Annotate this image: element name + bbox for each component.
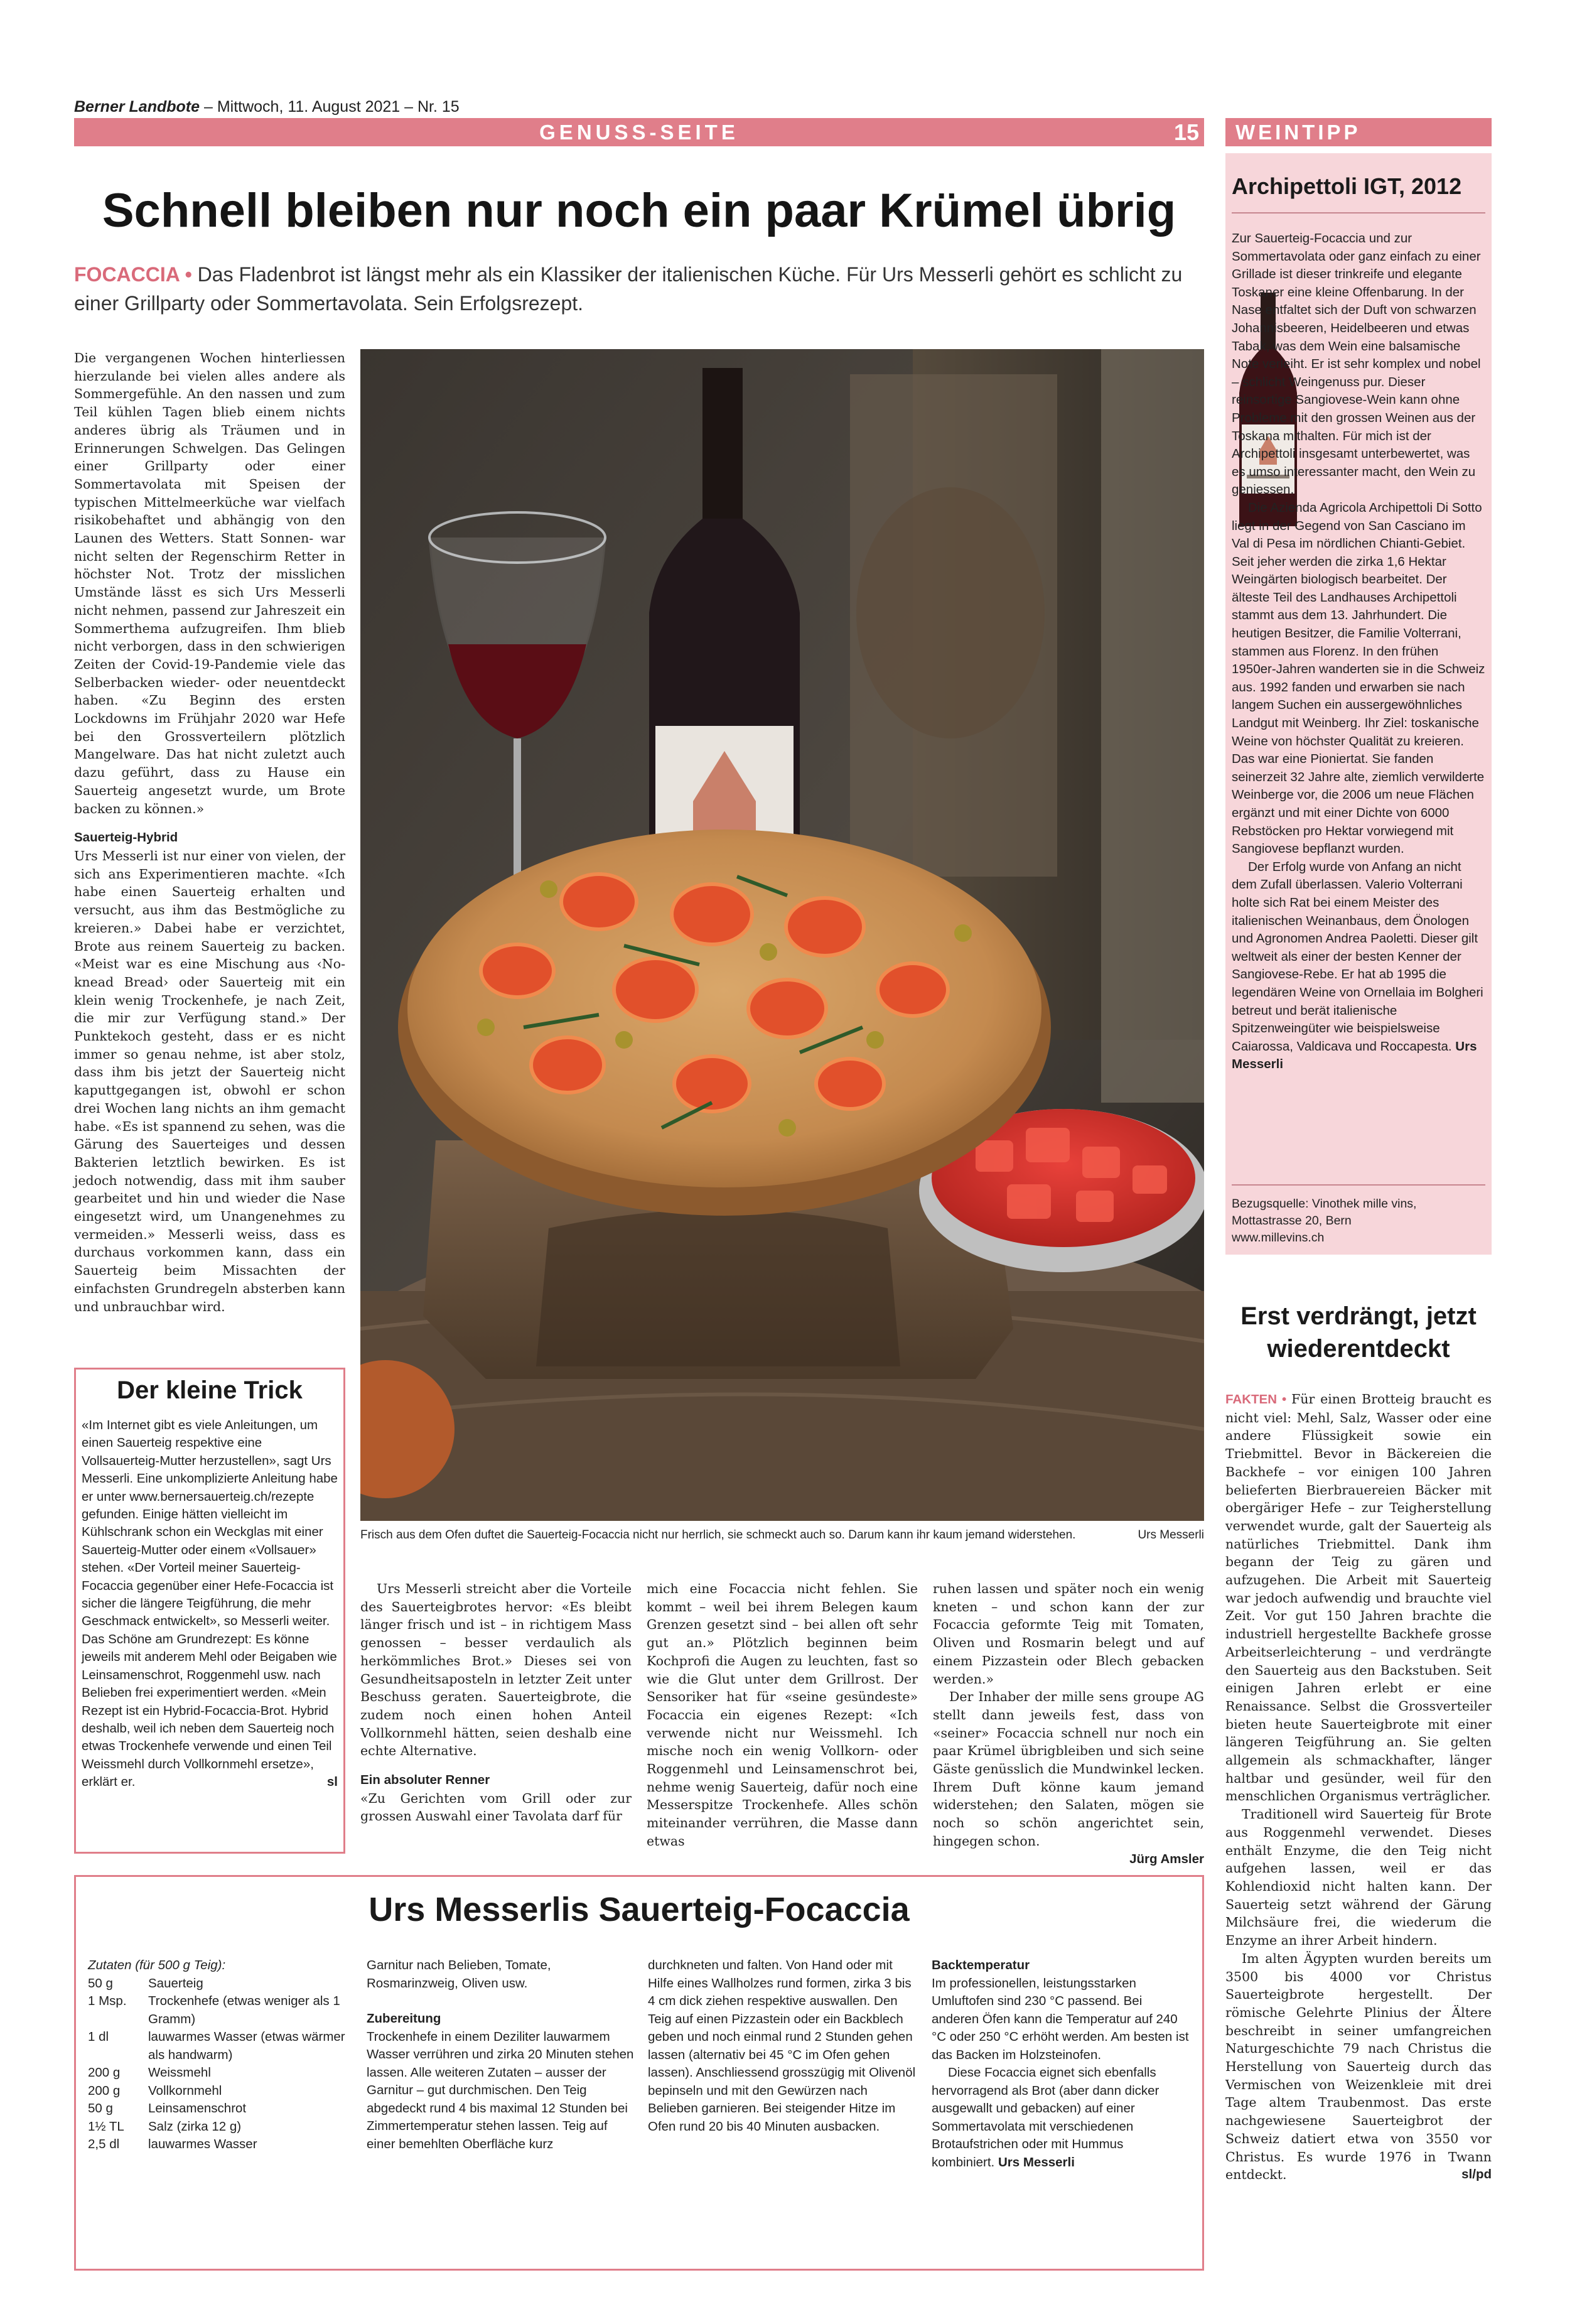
wine-source-line: Bezugsquelle: Vinothek mille vins, <box>1232 1197 1417 1211</box>
ingredient-quantity: 1 dl <box>88 2029 109 2044</box>
ingredient-row <box>88 2082 359 2100</box>
article-paragraph: Urs Messerli ist nur einer von vielen, der sich ans Experimentieren machte. «Ich habe einen Sauerteig erhalten und versucht, aus ihm das Bestmögliche zu kreieren.» Dabei habe er verzichtet, Brote aus reinem Sauerteig zu backen. «Meist war es eine Mischung aus ‹No-knead Bread› oder Sauerteig mit ein klein wenig Trockenhefe, je nach Zeit, die mir zur Verfügung stand.» Der Punktekoch gesteht, dass er es nicht immer so genau nehme, ist aber stolz, dass ihm bis jetzt der Sauerteig nicht kaputtgegangen ist, obwohl er schon drei Wochen lang nichts an ihm gemacht habe. «Es ist spannend zu sehen, was die Gärung des Sauerteiges und dessen Bakterien letztlich bewirken. Es ist jedoch notwendig, dass mit ihm sauber gearbeitet und hin und wieder die Nase eingesetzt wird, um Unangenehmes zu vermeiden.» Messerli weiss, dass es durchaus vorkommen kann, dass ein Sauerteig beim Missachten der einfachsten Grundregeln absterben kann und unbrauchbar wird. <box>74 848 345 1314</box>
ingredients-heading: Zutaten (für 500 g Teig): <box>88 1958 226 1972</box>
ingredient-quantity: 50 g <box>88 2101 113 2116</box>
wine-p1: Zur Sauerteig-Focaccia und zur Sommertavolata oder ganz einfach zu einer Grillade ist dieser trinkreife und elegante Toskaner eine kleine Offenbarung. In der Nase entfaltet sich der Duft von schwarzen Johannisbeeren, Heidelbeeren und etwas Tabak, was dem Wein eine balsamische Note verleiht. Er ist sehr komplex und nobel – schlicht Weingenuss pur. Dieser reinsortige Sangiovese-Wein kann ohne Probleme mit den grossen Weinen aus der Toskana mithalten. Für mich ist der Archipettoli insgesamt unterbewertet, was es umso interessanter macht, den Wein zu geniessen. <box>1232 231 1481 497</box>
ingredient-row <box>88 2136 359 2154</box>
recipe-ingredients <box>88 1957 359 2154</box>
focaccia-photo <box>360 349 1204 1521</box>
wine-divider <box>1232 1184 1485 1186</box>
article-lead <box>74 260 1204 318</box>
wine-source-url[interactable]: www.millevins.ch <box>1232 1231 1325 1245</box>
wine-paragraph: Die Azienda Agricola Archipettoli Di Sotto liegt in der Gegend von San Casciano im Val di Pesa im nördlichen Chianti-Gebiet. Seit jeher werden die zirka 1,6 Hektar Weingärten biologisch bearbeitet. Der älteste Teil des Landhauses Archipettoli stammt aus dem 13. Jahrhundert. Die heutigen Besitzer, die Familie Volterrani, stammen aus Florenz. In den frühen 1950er-Jahren wanderten sie in die Schweiz aus. 1992 fanden und erwarben sie nach langem Suchen ein aussergewöhnliches Landgut mit Weinberg. Ihr Ziel: toskanische Weine von höchster Qualität zu kreieren. Das war eine Pioniertat. Sie fanden seinerzeit 32 Jahre alte, ziemlich verwilderte Weinberge vor, die 2006 um neue Flächen ergänzt und mit einer Dichte von 6000 Rebstöcken pro Hektar vorwiegend mit Sangiovese bepflanzt wurden. <box>1232 500 1485 857</box>
article-paragraph: Der Inhaber der mille sens groupe AG stellt dann jeweils fest, dass von «seiner» Focaccia schnell nur noch ein paar Krümel übrigbleiben und sich seine Gäste genüsslich die Mundwinkel lecken. Ihrem Duft könne kaum jemand widerstehen; den Salaten, mögen sie noch so schön angerichtet sein, hingegen schon. <box>933 1689 1204 1849</box>
fakten-paragraph <box>1225 1950 1492 2184</box>
ingredient-row <box>88 2118 359 2136</box>
serving-tip-text <box>932 2064 1189 2171</box>
page-headline: Schnell bleiben nur noch ein paar Krümel übrig <box>102 184 1176 237</box>
wine-signature: Urs Messerli <box>1232 1039 1477 1072</box>
recipe-column-4 <box>932 1957 1189 2171</box>
fakten-p3: Im alten Ägypten wurden bereits um 3500 bis 4000 vor Christus Sauerteigbrote hergestellt. Der römische Gelehrte Plinius der Ältere beschreibt in seiner umfangreichen Naturgeschichte 79 nach Christus die Herstellung von Sauerteig durch das Vermischen von Weizenkleie mit drei Tage altem Traubenmost. Das erste nachgewiesene Sauerteigbrot der Schweiz datiert etwa von 3550 vor Christus. Es wurde 1976 in Twann entdeckt. <box>1225 1950 1492 2183</box>
article-paragraph: ruhen lassen und später noch ein wenig kneten – und schon kann der zur Focaccia geformte Teig mit Tomaten, Oliven und Rosmarin belegt und auf einem Pizzastein oder Blech gebacken werden.» <box>933 1581 1204 1687</box>
author-signature: Jürg Amsler <box>1129 1851 1204 1866</box>
recipe-column-2 <box>367 1957 638 2153</box>
fakten-signature: sl/pd <box>1461 2167 1492 2182</box>
wine-source-line: Mottastrasse 20, Bern <box>1232 1214 1352 1228</box>
weintipp-title: WEINTIPP <box>1235 121 1361 144</box>
article-column-1 <box>74 349 345 1316</box>
ingredient-name: Trockenhefe (etwas weniger als 1 Gramm) <box>148 1994 340 2026</box>
lead-kicker: FOCACCIA • <box>74 263 198 286</box>
ingredient-name: Sauerteig <box>148 1975 203 1991</box>
fakten-paragraph <box>1225 1390 1492 1805</box>
ingredient-list <box>88 1975 359 2154</box>
ingredient-name: Weissmehl <box>148 2065 211 2080</box>
ingredient-quantity: 1½ TL <box>88 2119 124 2134</box>
article-paragraph: Urs Messerli streicht aber die Vorteile des Sauerteigbrotes hervor: «Es bleibt länger frisch und ist – in richtigem Mass genossen – besser verdaulich als herkömmliches Brot.» Dieses sei von Gesundheitsaposteln in letzter Zeit unter Beschuss geraten. Sauerteigbrote, die zudem noch einen hohen Anteil Vollkornmehl hätten, seien deshalb eine echte Alternative. <box>360 1581 632 1759</box>
ingredient-name: Salz (zirka 12 g) <box>148 2119 242 2134</box>
trick-text <box>82 1417 338 1792</box>
article-column-2 <box>360 1580 632 1825</box>
preparation-heading: Zubereitung <box>367 2011 441 2026</box>
serving-tip-body: Diese Focaccia eignet sich ebenfalls hervorragend als Brot (aber dann dicker ausgewallt und gebacken) auf einer Sommertavolata mit verschiedenen Brotaufstrichen oder mit Hummus kombiniert. <box>932 2065 1160 2170</box>
preparation-text-continued: durchkneten und falten. Von Hand oder mit Hilfe eines Wallholzes rund formen, zirka 3 bis 4 cm dick ziehen respektive auswallen. Den Teig auf einen Pizzastein oder ein Backblech geben und noch einmal rund 2 Stunden gehen lassen (alternativ bei 45 °C im Ofen gehen lassen). Anschliessend grosszügig mit Olivenöl bepinseln und mit den Gewürzen nach Belieben garnieren. Bei steigender Hitze im Ofen rund 20 bis 40 Minuten ausbacken. <box>648 1958 916 2134</box>
wine-text <box>1232 230 1485 1074</box>
ingredient-row <box>88 2100 359 2118</box>
article-column-3 <box>647 1580 918 1851</box>
ingredient-quantity: 200 g <box>88 2083 121 2098</box>
wine-divider <box>1232 212 1485 213</box>
issue-date: – Mittwoch, 11. August 2021 – Nr. 15 <box>200 98 460 116</box>
article-column-4 <box>933 1580 1204 1868</box>
masthead <box>74 98 1493 116</box>
ingredient-row <box>88 1975 359 1993</box>
fakten-p1: Für einen Brotteig braucht es nicht viel: Mehl, Salz, Wasser oder eine andere Flüssigkeit sowie ein Triebmittel. Bevor in Bäckereien die Backhefe – vor einigen 100 Jahren belieferten Bierbrauereien Bäcker mit obergäriger Hefe – zur Teigherstellung verwendet wurde, galt der Sauerteig als natürliches Triebmittel. Dank ihm begann der Teig zu gären und aufzugehen. Die Arbeit mit Sauerteig war jedoch aufwendig und brauchte viel Zeit. Vor gut 150 Jahren brachte die industriell hergestellte Backhefe grosse Arbeitserleichterung – und verdrängte den Sauerteig aus den Backstuben. Seit einigen Jahren erlebt er eine Renaissance. Selbst die Grossverteiler bieten heute Sauerteigbrote mit einer längeren Teigführung an. Sie gelten allgemein als schmackhafter, länger haltbar und gesünder, weil für den menschlichen Organismus verträglicher. <box>1225 1392 1492 1804</box>
ingredient-row <box>88 1992 359 2028</box>
ingredient-name: Leinsamenschrot <box>148 2101 247 2116</box>
fakten-kicker: FAKTEN • <box>1225 1392 1292 1407</box>
wine-paragraph <box>1232 858 1485 1074</box>
preparation-text: Trockenhefe in einem Deziliter lauwarmem Wasser verrühren und zirka 20 Minuten stehen lassen. Alle weiteren Zutaten – ausser der Garnitur – gut durchmischen. Den Teig abgedeckt rund 4 bis maximal 12 Stunden bei Zimmertemperatur stehen lassen. Teig auf einer bemehlten Oberfläche kurz <box>367 2029 634 2151</box>
baking-temperature-heading: Backtemperatur <box>932 1958 1030 1972</box>
wine-paragraph <box>1232 230 1485 499</box>
trick-title: Der kleine Trick <box>117 1376 303 1404</box>
ingredient-name: lauwarmes Wasser (etwas wärmer als handwarm) <box>148 2029 345 2062</box>
recipe-signature: Urs Messerli <box>998 2154 1075 2170</box>
wine-p3: Der Erfolg wurde von Anfang an nicht dem Zufall überlassen. Valerio Volterrani holte sich Rat bei einem Meister des italienischen Weinanbaus, dem Önologen und Agronomen Andrea Paoletti. Dieser gilt weltweit als einer der besten Kenner der Sangiovese-Rebe. Er hat ab 1995 die legendären Weine von Ornellaia im Bolgheri betreut und berät italienische Spitzenweingüter wie beispielsweise Caiarossa, Valdicava und Roccapesta. <box>1232 859 1483 1054</box>
wine-name: Archipettoli IGT, 2012 <box>1232 173 1462 199</box>
ingredient-quantity: 2,5 dl <box>88 2137 120 2151</box>
ingredient-name: Vollkornmehl <box>148 2083 222 2098</box>
recipe-column-3 <box>648 1957 919 2136</box>
ingredient-name: lauwarmes Wasser <box>148 2137 257 2151</box>
fakten-headline: Erst verdrängt, jetzt wiederentdeckt <box>1240 1302 1477 1363</box>
wine-source <box>1232 1196 1485 1246</box>
ingredient-row <box>88 2028 359 2064</box>
trick-body: «Im Internet gibt es viele Anleitungen, um einen Sauerteig respektive eine Vollsauerteig-Mutter herzustellen», sagt Urs Messerli. Eine unkomplizierte Anleitung habe er unter www.bernersauerteig.ch/rezepte gefunden. Einige hätten vielleicht im Kühlschrank schon ein Weckglas mit einer Sauerteig-Mutter oder einem «Vollsauer» stehen. «Der Vorteil meiner Sauerteig-Focaccia gegenüber einer Hefe-Focaccia ist sicher die längere Teigführung, die mehr Geschmack entwickelt», so Messerli weiter. Das Schöne am Grundrezept: Es könne jeweils mit anderem Mehl oder Beigaben wie Leinsamenschrot, Roggenmehl usw. nach Belieben frei experimentiert werden. «Mein Rezept ist ein Hybrid-Focaccia-Brot. Hybrid deshalb, weil ich neben dem Sauerteig noch etwas Trockenhefe verwende und einen Teil Weissmehl durch Vollkornmehl ersetze», erklärt er. <box>82 1418 338 1790</box>
trick-signature: sl <box>326 1775 338 1790</box>
article-paragraph: «Zu Gerichten vom Grill oder zur grossen Auswahl einer Tavolata darf für <box>360 1790 632 1824</box>
photo-caption: Frisch aus dem Ofen duftet die Sauerteig-Focaccia nicht nur herrlich, sie schmeckt auch so. Darum kann ihr kaum jemand widerstehen. <box>360 1528 1076 1542</box>
recipe-garnish: Garnitur nach Belieben, Tomate, Rosmarinzweig, Oliven usw. <box>367 1958 551 1991</box>
subheading-renner: Ein absoluter Renner <box>360 1773 490 1788</box>
fakten-paragraph: Traditionell wird Sauerteig für Brote aus Roggenmehl verwendet. Dieses enthält Enzyme, die den Teig nicht aufgehen lassen, weil er das Kohlendioxid nicht halten kann. Der Sauerteig setzt während der Gärung Milchsäure frei, die wiederum die Enzyme an ihrer Arbeit hindern. <box>1225 1807 1492 1948</box>
photo-credit: Urs Messerli <box>1138 1528 1204 1542</box>
lead-text: Das Fladenbrot ist längst mehr als ein Klassiker der italienischen Küche. Für Urs Messerli gehört es schlicht zu einer Grillparty oder Sommertavolata. Sein Erfolgsrezept. <box>74 263 1183 315</box>
page-number: 15 <box>1173 119 1199 145</box>
ingredient-quantity: 200 g <box>88 2065 121 2080</box>
recipe-title: Urs Messerlis Sauerteig-Focaccia <box>369 1891 910 1928</box>
article-paragraph: Die vergangenen Wochen hinterliessen hierzulande bei vielen alles andere als Sommergefühle. An den nassen und zum Teil kühlen Tagen blieb einem nichts anderes übrig als Träumen und in Erinnerungen Schwelgen. Das Gelingen einer Grillparty oder einer Sommertavolata mit Speisen der typischen Mittelmeerküche war vielfach risikobehaftet und abhängig von den Launen des Wetters. Statt Sonnen- war nicht selten der Regenschirm Retter in höchster Not. Trotz der misslichen Umstände lässt es sich Urs Messerli nicht nehmen, passend zur Jahreszeit ein Sommerthema aufzugreifen. Ihm blieb nicht verborgen, dass in den schwierigen Zeiten der Covid-19-Pandemie viele das Selberbacken wieder- oder neuentdeckt haben. «Zu Beginn des ersten Lockdowns im Frühjahr 2020 war Hefe bei den Grossverteilern plötzlich Mangelware. Das hat nicht zuletzt auch dazu geführt, dass zu Hause ein Sauerteig angesetzt wurde, um Brote backen zu können.» <box>74 350 345 816</box>
ingredient-row <box>88 2064 359 2082</box>
ingredient-quantity: 1 Msp. <box>88 1994 127 2008</box>
subheading-sauerteig-hybrid: Sauerteig-Hybrid <box>74 830 178 845</box>
article-paragraph: mich eine Focaccia nicht fehlen. Sie kommt – weil bei ihrem Belegen kaum Grenzen gesetzt sind – bei allen oft sehr gut an.» Plötzlich beginnen beim Kochprofi die Augen zu leuchten, fast so wie die Glut unter dem Grillrost. Der Sensoriker hat für «seine gesündeste» Focaccia ein eigenes Rezept: «Ich verwende nicht nur Weissmehl. Ich mische noch ein wenig Vollkorn- oder Roggenmehl und Leinsamenschrot bei, nehme wenig Sauerteig, dafür noch eine Messerspitze Trockenhefe. Alles schön miteinander verrühren, die Masse dann etwas <box>647 1581 918 1849</box>
section-title: GENUSS-SEITE <box>539 121 739 144</box>
paper-name: Berner Landbote <box>74 98 200 116</box>
ingredient-quantity: 50 g <box>88 1975 113 1991</box>
baking-temperature-text: Im professionellen, leistungsstarken Umluftofen sind 230 °C passend. Bei anderen Öfen kann die Temperatur auf 240 °C oder 250 °C erhöht werden. Am besten ist das Backen im Holzsteinofen. <box>932 1975 1189 2062</box>
fakten-text <box>1225 1390 1492 2184</box>
